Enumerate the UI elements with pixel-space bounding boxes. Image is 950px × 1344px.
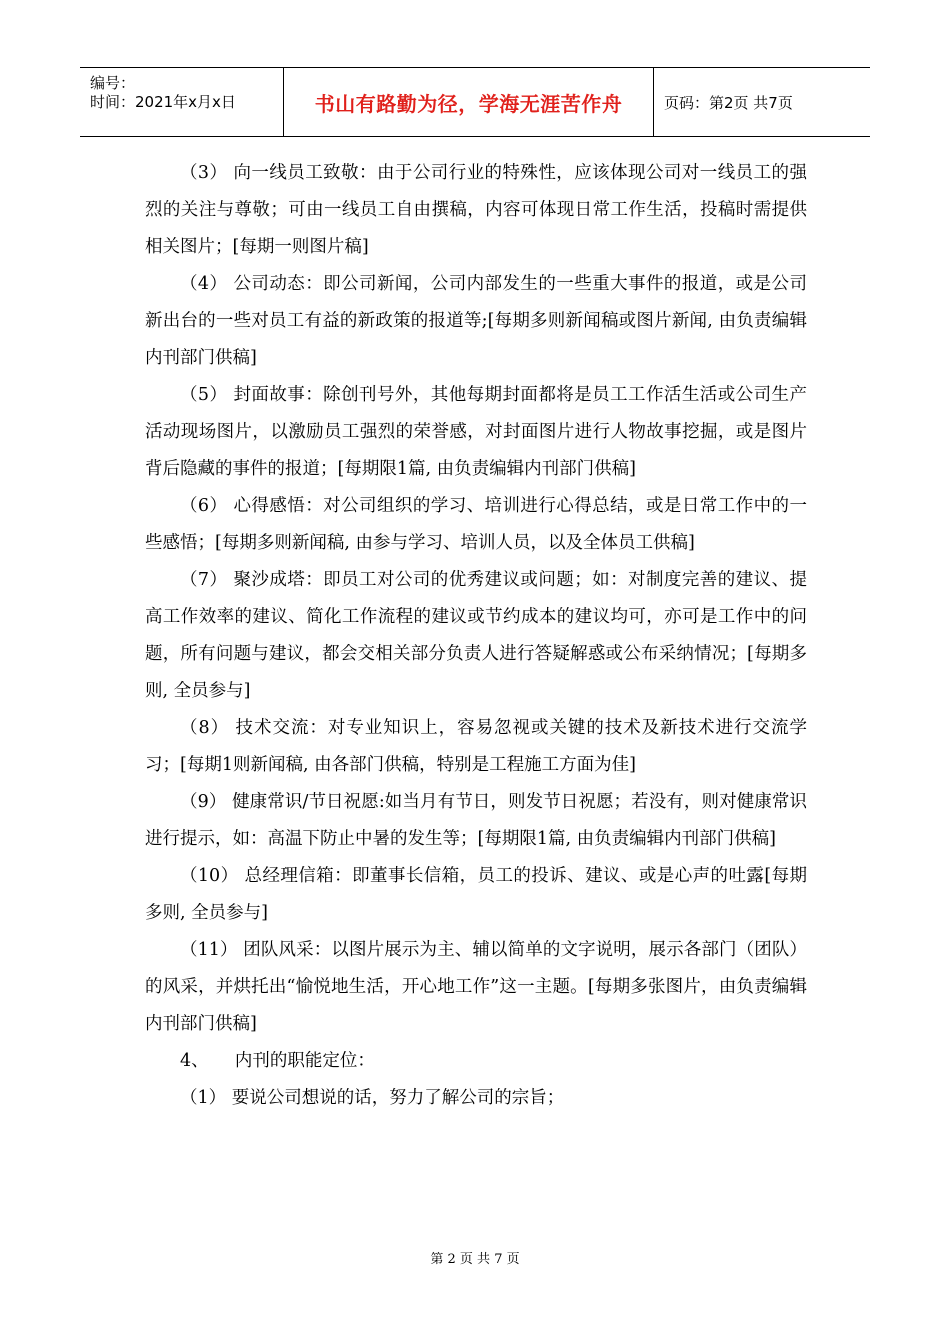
document-number: 编号：: [90, 74, 136, 92]
page-header: [80, 67, 870, 137]
header-page-number: 页码：第2页 共7页: [664, 93, 793, 112]
header-page-cell: [654, 68, 870, 136]
paragraph-8: （8） 技术交流：对专业知识上，容易忽视或关键的技术及新技术进行交流学习；[每期1则新闻稿, 由各部门供稿，特别是工程施工方面为佳]: [145, 718, 807, 775]
header-motto-cell: [283, 68, 654, 136]
paragraph-10: （10） 总经理信箱：即董事长信箱，员工的投诉、建议、或是心声的吐露[每期多则, 全员参与]: [145, 866, 807, 923]
section-heading-4: 4、 内刊的职能定位：: [180, 1051, 375, 1071]
paragraph-3: （3） 向一线员工致敬：由于公司行业的特殊性，应该体现公司对一线员工的强烈的关注与尊敬；可由一线员工自由撰稿，内容可体现日常工作生活，投稿时需提供相关图片；[每期一则图片稿]: [145, 163, 807, 257]
paragraph-7: （7） 聚沙成塔：即员工对公司的优秀建议或问题；如：对制度完善的建议、提高工作效率的建议、简化工作流程的建议或节约成本的建议均可，亦可是工作中的问题，所有问题与建议，都会交相关部分负责人进行答疑解惑或公布采纳情况；[每期多则, 全员参与]: [145, 570, 807, 701]
paragraph-5: （5） 封面故事：除创刊号外，其他每期封面都将是员工工作活生活或公司生产活动现场图片，以激励员工强烈的荣誉感，对封面图片进行人物故事挖掘，或是图片背后隐藏的事件的报道；[每期限1篇, 由负责编辑内刊部门供稿]: [145, 385, 807, 479]
paragraph-9: （9） 健康常识/节日祝愿:如当月有节日，则发节日祝愿；若没有，则对健康常识进行提示，如：高温下防止中暑的发生等；[每期限1篇, 由负责编辑内刊部门供稿]: [145, 792, 807, 849]
paragraph-4-1: （1） 要说公司想说的话，努力了解公司的宗旨；: [180, 1088, 565, 1108]
paragraph-4: （4） 公司动态：即公司新闻，公司内部发生的一些重大事件的报道，或是公司新出台的一些对员工有益的新政策的报道等;[每期多则新闻稿或图片新闻, 由负责编辑内刊部门供稿]: [145, 274, 807, 368]
document-date: 时间：2021年x月x日: [90, 93, 236, 111]
document-body: [145, 155, 807, 1117]
header-meta: [80, 68, 283, 136]
paragraph-6: （6） 心得感悟：对公司组织的学习、培训进行心得总结，或是日常工作中的一些感悟；[每期多则新闻稿, 由参与学习、培训人员，以及全体员工供稿]: [145, 496, 807, 553]
paragraph-11: （11） 团队风采：以图片展示为主、辅以简单的文字说明，展示各部门（团队）的风采，并烘托出“愉悦地生活，开心地工作”这一主题。[每期多张图片，由负责编辑内刊部门供稿]: [145, 940, 807, 1034]
header-motto: 书山有路勤为径，学海无涯苦作舟: [314, 91, 623, 116]
page-footer: 第 2 页 共 7 页: [430, 1252, 520, 1267]
